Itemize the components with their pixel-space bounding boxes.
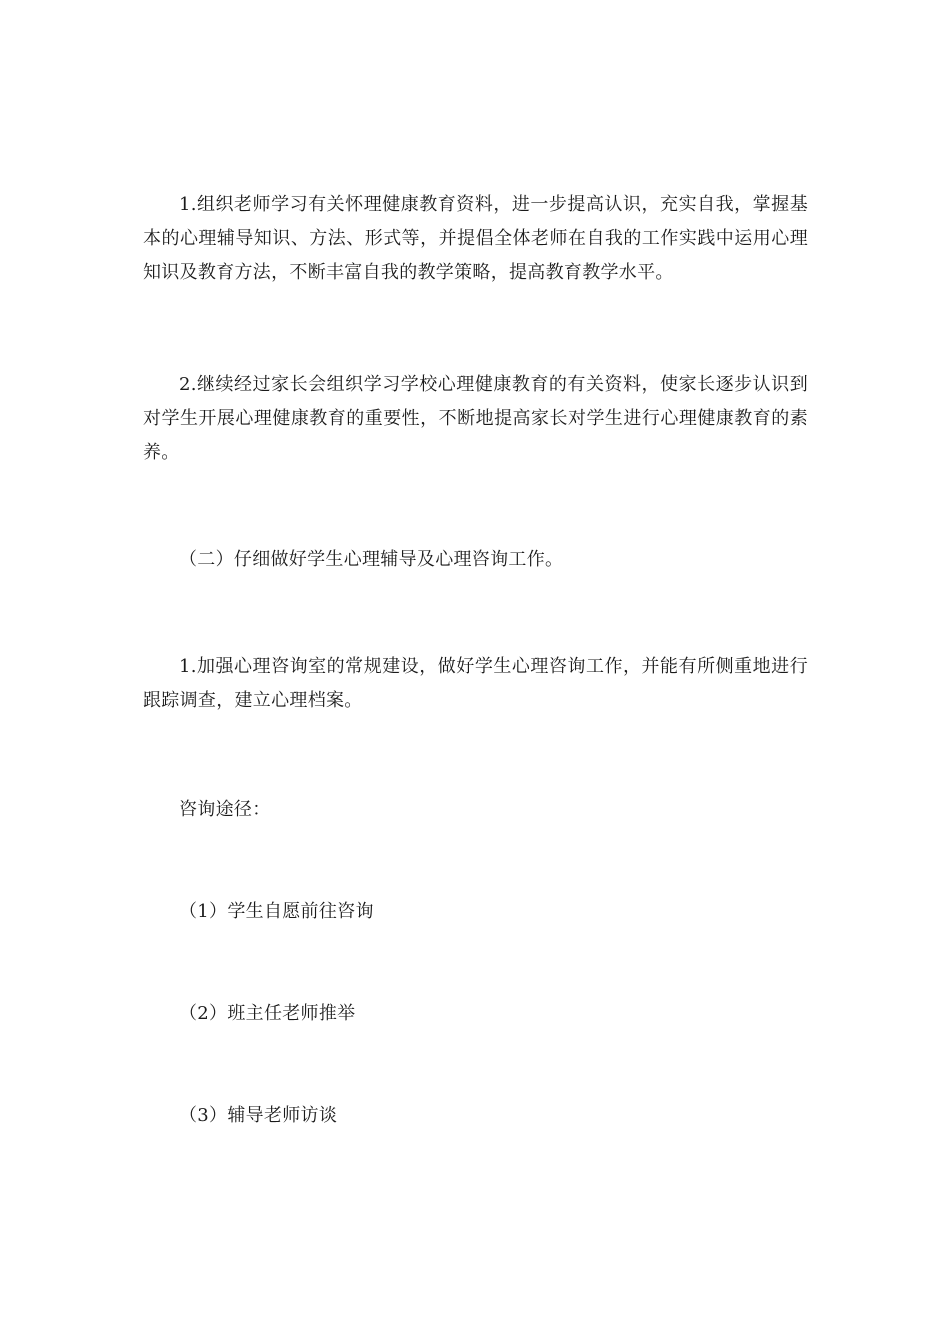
paragraph-teacher-training: 1.组织老师学习有关怀理健康教育资料，进一步提高认识，充实自我，掌握基本的心理辅导知识、方法、形式等，并提倡全体老师在自我的工作实践中运用心理知识及教育方法，不断丰富自我的教学策略，提高教育教学水平。 bbox=[143, 194, 808, 283]
channel-item-1: （1）学生自愿前往咨询 bbox=[179, 901, 374, 922]
section-heading-counseling: （二）仔细做好学生心理辅导及心理咨询工作。 bbox=[179, 549, 564, 570]
paragraph-counseling-room: 1.加强心理咨询室的常规建设，做好学生心理咨询工作，并能有所侧重地进行跟踪调查，建立心理档案。 bbox=[143, 656, 808, 711]
channel-item-2: （2）班主任老师推举 bbox=[179, 1003, 356, 1024]
paragraph-parent-education: 2.继续经过家长会组织学习学校心理健康教育的有关资料，使家长逐步认识到对学生开展心理健康教育的重要性，不断地提高家长对学生进行心理健康教育的素养。 bbox=[143, 374, 808, 463]
counseling-channels-label: 咨询途径： bbox=[179, 799, 271, 820]
channel-item-3: （3）辅导老师访谈 bbox=[179, 1105, 338, 1126]
